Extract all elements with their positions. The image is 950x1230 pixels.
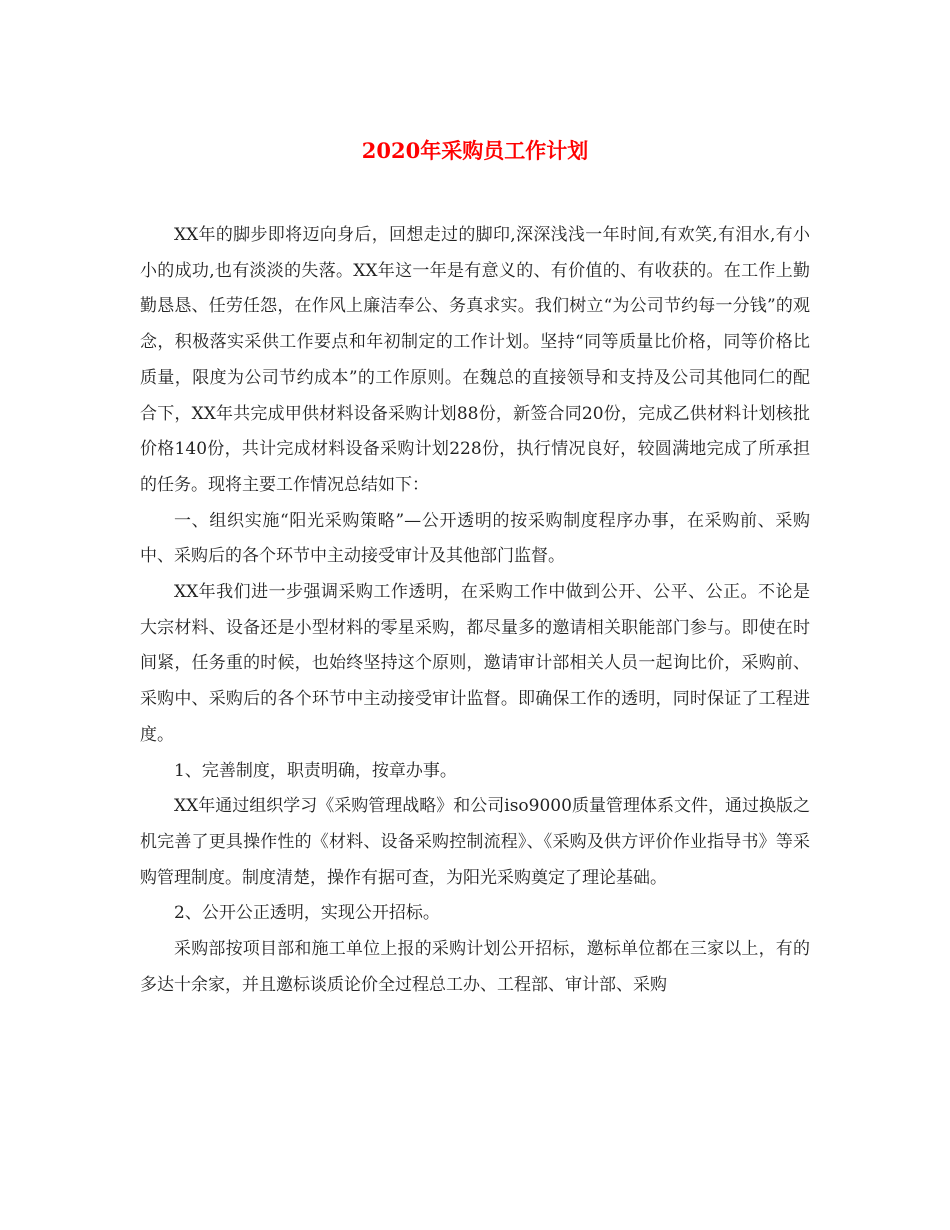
paragraph-system-improvement: XX年通过组织学习《采购管理战略》和公司iso9000质量管理体系文件，通过换版之机完善了更具操作性的《材料、设备采购控制流程》、《采购及供方评价作业指导书》等采购管理制度。制度清楚，操作有据可查，为阳光采购奠定了理论基础。: [140, 796, 810, 888]
paragraph-section-one-heading: 一、组织实施“阳光采购策略”—公开透明的按采购制度程序办事，在采购前、采购中、采购后的各个环节中主动接受审计及其他部门监督。: [140, 510, 810, 567]
paragraph-transparency: XX年我们进一步强调采购工作透明，在采购工作中做到公开、公平、公正。不论是大宗材料、设备还是小型材料的零星采购，都尽量多的邀请相关职能部门参与。即使在时间紧，任务重的时候，也始终坚持这个原则，邀请审计部相关人员一起询比价，采购前、采购中、采购后的各个环节中主动接受审计监督。即确保工作的透明，同时保证了工程进度。: [140, 582, 810, 745]
paragraph-item-one-heading: 1、完善制度，职责明确，按章办事。: [174, 760, 457, 781]
document-title: 2020年采购员工作计划: [361, 138, 589, 163]
document-body: [140, 218, 810, 1003]
paragraph-item-two-heading: 2、公开公正透明，实现公开招标。: [174, 903, 440, 924]
paragraph-public-bidding: 采购部按项目部和施工单位上报的采购计划公开招标，邀标单位都在三家以上，有的多达十余家，并且邀标谈质论价全过程总工办、工程部、审计部、采购: [140, 939, 810, 995]
paragraph-intro: XX年的脚步即将迈向身后，回想走过的脚印,深深浅浅一年时间,有欢笑,有泪水,有小小的成功,也有淡淡的失落。XX年这一年是有意义的、有价值的、有收获的。在工作上勤勤恳恳、任劳任怨，在作风上廉洁奉公、务真求实。我们树立“为公司节约每一分钱”的观念，积极落实采供工作要点和年初制定的工作计划。坚持“同等质量比价格，同等价格比质量，限度为公司节约成本”的工作原则。在魏总的直接领导和支持及公司其他同仁的配合下，XX年共完成甲供材料设备采购计划88份，新签合同20份，完成乙供材料计划核批价格140份，共计完成材料设备采购计划228份，执行情况良好，较圆满地完成了所承担的任务。现将主要工作情况总结如下：: [140, 225, 810, 495]
